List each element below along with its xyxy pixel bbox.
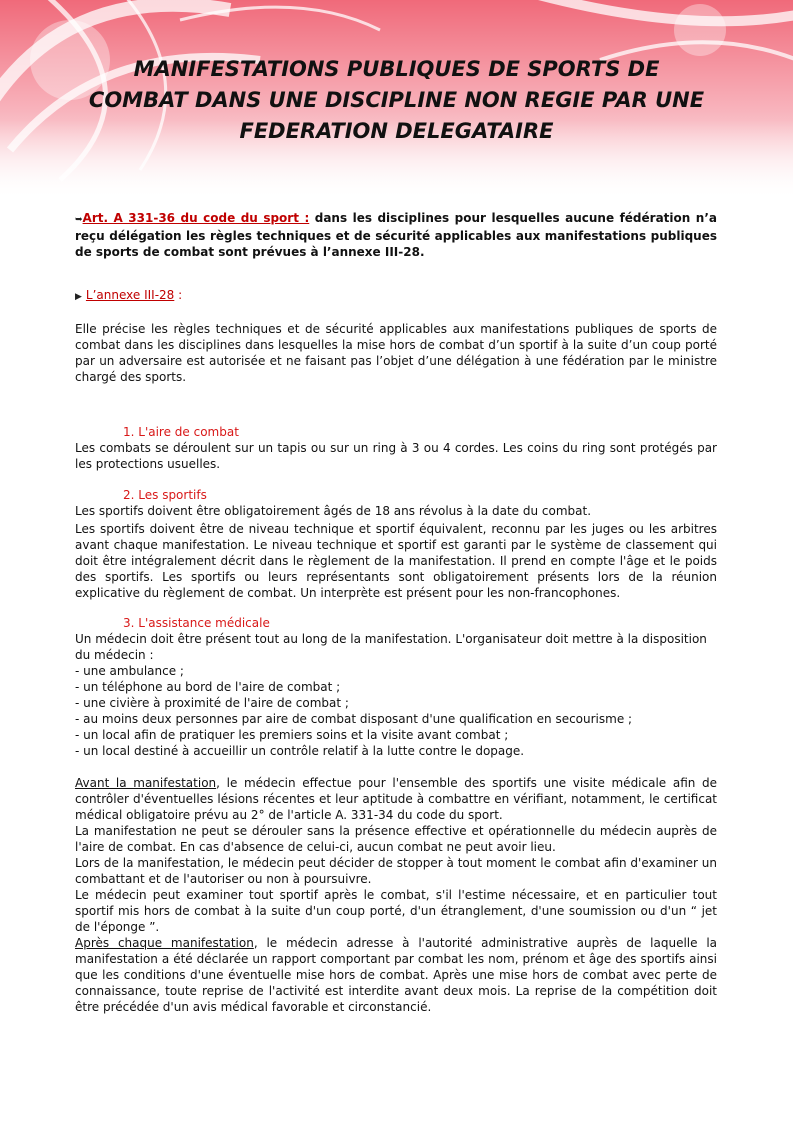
list-item: - un local afin de pratiquer les premiers soins et la visite avant combat ; (75, 728, 509, 742)
article-link[interactable]: Art. A 331-36 du code du sport : (82, 211, 310, 225)
arrow-bullet-icon: ➥ (75, 215, 83, 225)
annexe-paragraph: Elle précise les règles techniques et de sécurité applicables aux manifestations publiques de sports de combat dans les disciplines dans lesquelles la mise hors de combat d’un sportif à la suite d’un coup porté par un adversaire est autorisée et ne faisant pas l’objet d’une délégation à une fédération par le ministre chargé des sports. (75, 322, 717, 384)
after-text: , le médecin adresse à l'autorité administrative auprès de laquelle la manifestation a été déclarée un rapport comportant par combat les nom, prénom et âge des sportifs ainsi que les conditions d'une éventuelle mise hors de combat. Après une mise hors de combat avec perte de connaissance, toute reprise de l'activité est interdite avant deux mois. La reprise de la compétition doit être précédée d'un avis médical favorable et circonstancié. (75, 936, 718, 1014)
page-title (40, 54, 753, 147)
intro-text: dans les disciplines pour lesquelles aucune fédération n’a reçu délégation les règles techniques et de sécurité applicables aux manifestations publiques de sports de combat sont prévues à l’annexe III-28. (75, 211, 717, 259)
annexe-link[interactable]: L’annexe III-28 (85, 288, 175, 302)
paragraph: Le médecin peut examiner tout sportif après le combat, s'il l'estime nécessaire, et en particulier tout sportif mis hors de combat à la suite d'un coup porté, d'un étranglement, d'une soumission ou d'un “ jet de l'éponge ”. (75, 888, 717, 934)
title-line-1: MANIFESTATIONS PUBLIQUES DE SPORTS DE (133, 57, 660, 81)
section-heading: 2. Les sportifs (123, 488, 207, 502)
section-text: Les sportifs doivent être obligatoirement âgés de 18 ans révolus à la date du combat. (75, 504, 592, 518)
section-intro: Un médecin doit être présent tout au long de la manifestation. L'organisateur doit mettre à la disposition du médecin : (75, 632, 707, 662)
after-paragraph (75, 935, 717, 1015)
section-heading: 1. L'aire de combat (123, 425, 239, 439)
section-assistance-medicale (75, 615, 717, 1015)
annexe-heading (75, 287, 717, 305)
paragraph: Lors de la manifestation, le médecin peut décider de stopper à tout moment le combat afin d'examiner un combattant et de l'autoriser ou non à poursuivre. (75, 856, 717, 886)
before-paragraph (75, 775, 717, 823)
list-item: - au moins deux personnes par aire de combat disposant d'une qualification en secourisme ; (75, 712, 633, 726)
intro-paragraph (75, 210, 717, 260)
paragraph: La manifestation ne peut se dérouler sans la présence effective et opérationnelle du médecin auprès de l'aire de combat. En cas d'absence de celui-ci, aucun combat ne peut avoir lieu. (75, 824, 717, 854)
list-item: - une civière à proximité de l'aire de combat ; (75, 696, 349, 710)
before-text: , le médecin effectue pour l'ensemble des sportifs une visite médicale afin de contrôler d'éventuelles lésions récentes et leur aptitude à combattre en vérifiant, notamment, le certificat médical obligatoire prévu au 2° de l'article A. 331-34 du code du sport. (75, 776, 718, 822)
section-text: Les combats se déroulent sur un tapis ou sur un ring à 3 ou 4 cordes. Les coins du ring sont protégés par les protections usuelles. (75, 441, 717, 471)
equipment-list (75, 663, 717, 759)
triangle-bullet-icon: ▶ (75, 292, 82, 302)
section-aire-de-combat (75, 424, 717, 472)
section-sportifs (75, 487, 717, 601)
before-label: Avant la manifestation (75, 776, 217, 790)
after-label: Après chaque manifestation (75, 936, 254, 950)
list-item: - un téléphone au bord de l'aire de combat ; (75, 680, 341, 694)
section-text: Les sportifs doivent être de niveau technique et sportif équivalent, reconnu par les juges ou les arbitres avant chaque manifestation. Le niveau technique et sportif est garanti par le système de classement qui doit être intégralement décrit dans le règlement de la manifestation. Il prend en compte l'âge et le poids des sportifs. Les sportifs ou leurs représentants sont obligatoirement présents lors de la réunion explicative du règlement de combat. Un interprète est présent pour les non-francophones. (75, 522, 717, 600)
title-line-2: COMBAT DANS UNE DISCIPLINE NON REGIE PAR UNE (88, 88, 705, 112)
list-item: - une ambulance ; (75, 664, 184, 678)
section-heading: 3. L'assistance médicale (123, 616, 270, 630)
annexe-colon: : (174, 288, 183, 302)
list-item: - un local destiné à accueillir un contrôle relatif à la lutte contre le dopage. (75, 744, 525, 758)
title-line-3: FEDERATION DELEGATAIRE (239, 119, 554, 143)
